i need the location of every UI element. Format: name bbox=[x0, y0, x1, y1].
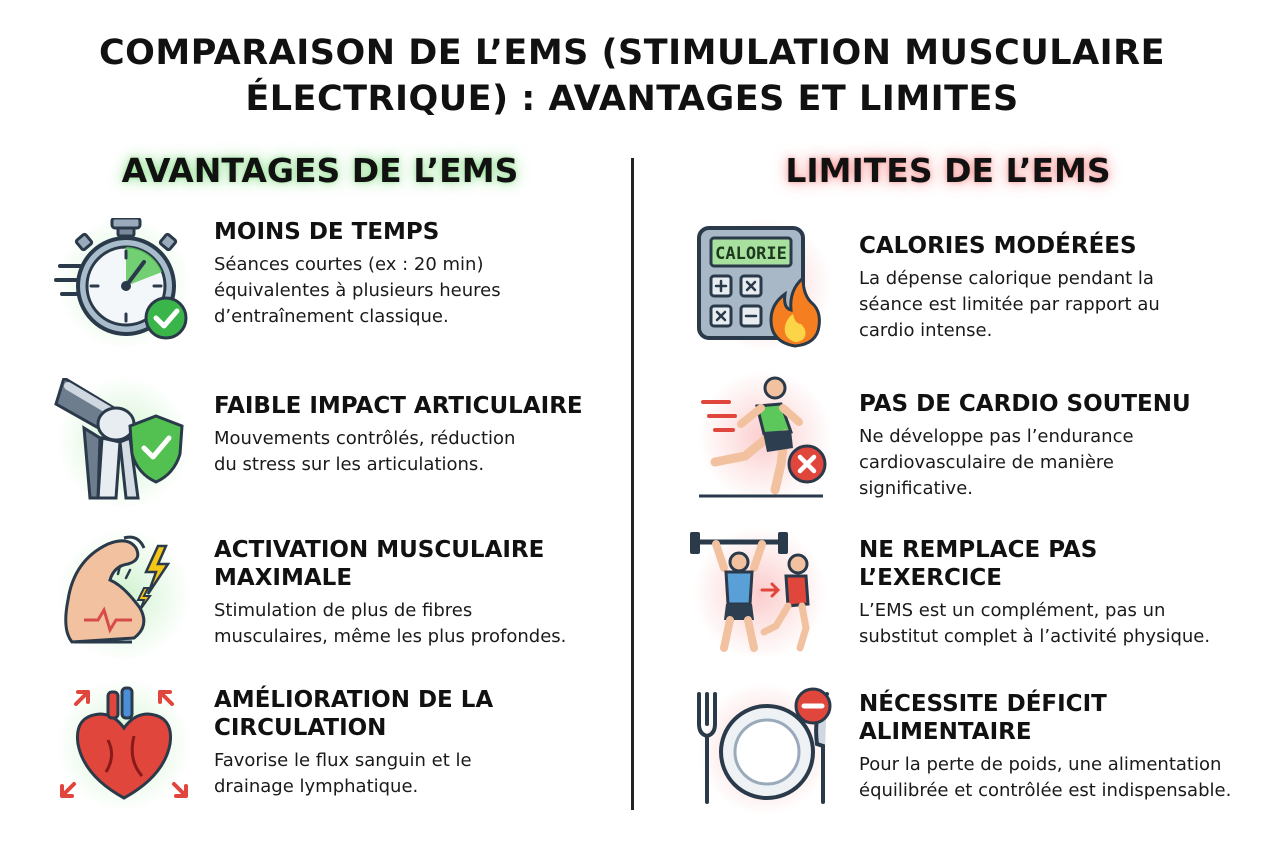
advantage-title: MOINS DE TEMPS bbox=[214, 219, 440, 245]
limit-title: PAS DE CARDIO SOUTENU bbox=[859, 391, 1191, 417]
advantage-item-muscle bbox=[54, 530, 624, 680]
limit-title: NÉCESSITE DÉFICIT bbox=[859, 691, 1107, 717]
limit-desc-line: séance est limitée par rapport au bbox=[859, 294, 1160, 315]
weightlifter-runner-icon bbox=[690, 528, 830, 658]
advantage-item-time bbox=[54, 218, 624, 368]
advantage-title: AMÉLIORATION DE LA bbox=[214, 687, 494, 713]
limit-desc-line: significative. bbox=[859, 478, 973, 499]
limit-item-diet bbox=[695, 684, 1264, 834]
advantage-title-line-2: CIRCULATION bbox=[214, 715, 387, 741]
advantage-desc-line: équivalentes à plusieurs heures bbox=[214, 280, 501, 301]
title-line-2: ÉLECTRIQUE) : AVANTAGES ET LIMITES bbox=[245, 79, 1019, 119]
advantage-item-joint bbox=[54, 378, 624, 528]
limit-desc-line: cardio intense. bbox=[859, 320, 993, 341]
limit-item-exercise bbox=[690, 528, 1260, 678]
advantage-title-line-2: MAXIMALE bbox=[214, 565, 353, 591]
advantage-desc-line: Stimulation de plus de fibres bbox=[214, 600, 473, 621]
limit-desc-line: La dépense calorique pendant la bbox=[859, 268, 1154, 289]
advantage-desc-line: du stress sur les articulations. bbox=[214, 454, 485, 475]
limit-title-line-2: ALIMENTAIRE bbox=[859, 719, 1032, 745]
limit-desc-line: équilibrée et contrôlée est indispensable. bbox=[859, 780, 1232, 801]
heart-circulation-icon bbox=[54, 680, 194, 810]
knee-shield-icon bbox=[54, 378, 194, 508]
advantage-desc-line: drainage lymphatique. bbox=[214, 776, 419, 797]
plate-cutlery-minus-icon bbox=[695, 684, 835, 814]
advantage-title: ACTIVATION MUSCULAIRE bbox=[214, 537, 545, 563]
advantages-heading: AVANTAGES DE L’EMS bbox=[121, 151, 519, 190]
stopwatch-check-icon bbox=[54, 218, 194, 348]
limit-desc-line: Pour la perte de poids, une alimentation bbox=[859, 754, 1222, 775]
title-line-1: COMPARAISON DE L’EMS (STIMULATION MUSCULAIRE bbox=[98, 33, 1166, 73]
limits-heading: LIMITES DE L’EMS bbox=[785, 151, 1111, 190]
limit-desc-line: cardiovasculaire de manière bbox=[859, 452, 1114, 473]
runner-cross-icon bbox=[695, 372, 835, 502]
limit-title-line-2: L’EXERCICE bbox=[859, 565, 1002, 591]
advantage-title: FAIBLE IMPACT ARTICULAIRE bbox=[214, 393, 583, 419]
calculator-flame-icon bbox=[695, 220, 835, 350]
advantage-desc-line: Séances courtes (ex : 20 min) bbox=[214, 254, 484, 275]
limit-desc-line: Ne développe pas l’endurance bbox=[859, 426, 1134, 447]
advantage-desc-line: Mouvements contrôlés, réduction bbox=[214, 428, 516, 449]
advantage-desc-line: Favorise le flux sanguin et le bbox=[214, 750, 472, 771]
calculator-display-text: CALORIE bbox=[715, 244, 787, 264]
limit-title: CALORIES MODÉRÉES bbox=[859, 233, 1137, 259]
flexed-arm-lightning-icon bbox=[54, 530, 194, 660]
limit-item-cardio bbox=[695, 372, 1264, 522]
advantage-desc-line: d’entraînement classique. bbox=[214, 306, 449, 327]
page-title bbox=[0, 30, 1264, 122]
limit-desc-line: L’EMS est un complément, pas un bbox=[859, 600, 1166, 621]
limit-desc-line: substitut complet à l’activité physique. bbox=[859, 626, 1211, 647]
advantage-desc-line: musculaires, même les plus profondes. bbox=[214, 626, 567, 647]
limit-title: NE REMPLACE PAS bbox=[859, 537, 1098, 563]
advantage-item-circulation bbox=[54, 680, 624, 830]
limit-item-calories bbox=[695, 220, 1264, 370]
